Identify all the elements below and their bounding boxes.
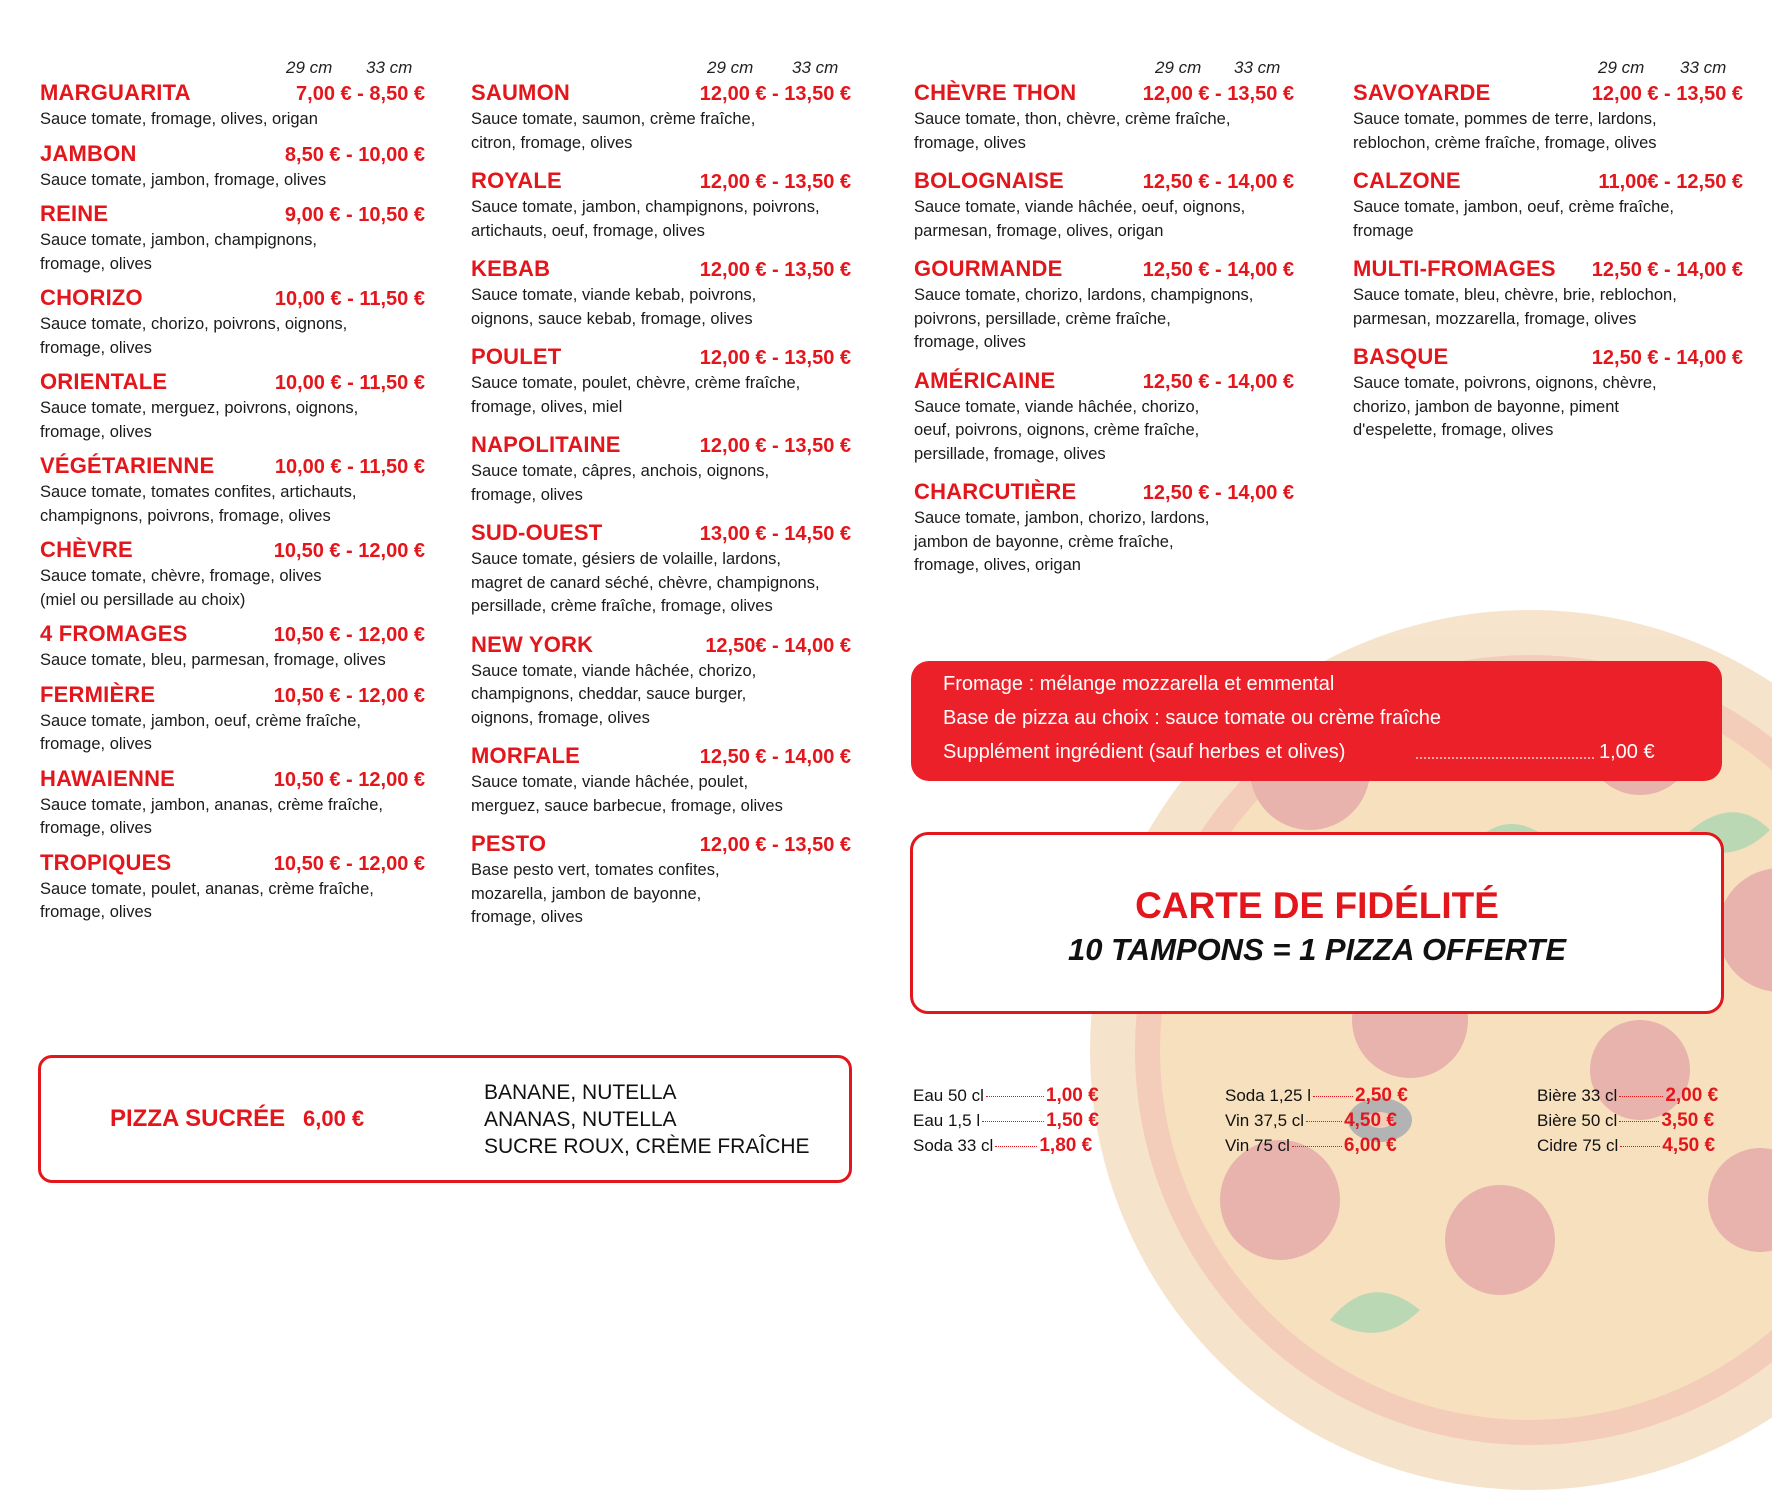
menu-item-price: 10,50 € - 12,00 € [273, 684, 425, 707]
menu-item [40, 682, 425, 757]
loyalty-card-box [910, 832, 1724, 1014]
menu-item-description: Sauce tomate, câpres, anchois, oignons, [471, 462, 770, 480]
menu-item-price: 10,50 € - 12,00 € [273, 624, 425, 646]
menu-item-name: MORFALE [471, 743, 580, 768]
menu-item-name: 4 FROMAGES [40, 621, 188, 646]
menu-item-name: AMÉRICAINE [914, 367, 1056, 393]
drink-name: Cidre 75 cl [1537, 1136, 1619, 1155]
menu-item-price: 9,00 € - 10,50 € [284, 204, 425, 226]
menu-item-description: oignons, sauce kebab, fromage, olives [471, 309, 753, 328]
menu-item [471, 80, 851, 155]
menu-item-name: KEBAB [471, 256, 551, 281]
drink-dot-leader [1619, 1121, 1659, 1122]
menu-item [40, 537, 425, 612]
menu-item [471, 831, 851, 930]
size-header [914, 58, 1294, 80]
menu-item-name: SAUMON [471, 80, 570, 105]
drink-price: 3,50 € [1661, 1110, 1715, 1131]
menu-item-description: persillade, fromage, olives [914, 444, 1106, 463]
menu-item-description: poivrons, persillade, crème fraîche, [914, 309, 1171, 328]
menu-item-description: Sauce tomate, jambon, champignons, [40, 231, 317, 249]
drink-name: Bière 33 cl [1537, 1086, 1618, 1105]
menu-item [471, 344, 851, 419]
drink-price: 4,50 € [1344, 1110, 1397, 1131]
menu-item-name: ROYALE [471, 168, 562, 193]
menu-item-description: Sauce tomate, thon, chèvre, crème fraîche, [914, 110, 1231, 128]
menu-item-header [1353, 344, 1743, 372]
menu-item-description: fromage, olives [40, 422, 152, 441]
menu-item-description: mozarella, jambon de bayonne, [471, 884, 702, 903]
menu-item-description: Sauce tomate, jambon, ananas, crème fraîche, [40, 795, 384, 814]
drink-price: 1,50 € [1046, 1110, 1099, 1131]
menu-item [40, 453, 425, 528]
menu-item-description: Base pesto vert, tomates confites, [471, 861, 720, 879]
menu-item-name: CHARCUTIÈRE [914, 479, 1077, 504]
menu-item [40, 850, 425, 925]
menu-item-description: Sauce tomate, chorizo, lardons, champignons, [914, 286, 1254, 304]
drink-name: Bière 50 cl [1537, 1111, 1618, 1130]
menu-item-description: Sauce tomate, viande hâchée, chorizo, [914, 397, 1200, 416]
menu-item-name: FERMIÈRE [40, 681, 156, 707]
menu-item [471, 168, 851, 243]
menu-item-header [471, 344, 851, 372]
menu-item-price: 8,50 € - 10,00 € [284, 143, 425, 166]
drink-row [913, 1085, 1099, 1110]
menu-item-name: HAWAIENNE [40, 765, 176, 791]
menu-item-name: VÉGÉTARIENNE [40, 453, 215, 478]
menu-item-header [914, 479, 1294, 507]
drink-row [1537, 1110, 1718, 1135]
menu-item [471, 632, 851, 731]
menu-item-header [914, 168, 1294, 196]
menu-item-header [40, 621, 425, 649]
info-supplement-price: 1,00 € [1599, 741, 1655, 763]
drink-price: 1,00 € [1045, 1085, 1099, 1106]
menu-item-price: 12,50 € - 14,00 € [1142, 482, 1294, 504]
menu-item-description: fromage, olives, miel [471, 397, 623, 416]
menu-item-name: MULTI-FROMAGES [1353, 256, 1556, 281]
menu-item-description: fromage, olives [40, 254, 152, 273]
menu-item-description: Sauce tomate, jambon, oeuf, crème fraîche, [40, 711, 362, 730]
menu-item [40, 80, 425, 132]
menu-item-price: 12,50 € - 14,00 € [1142, 370, 1294, 393]
menu-item-price: 10,50 € - 12,00 € [273, 852, 425, 875]
drink-row [1537, 1085, 1718, 1110]
drink-price: 1,80 € [1039, 1135, 1093, 1156]
size-small-label: 29 cm [286, 58, 333, 77]
drink-row [1225, 1135, 1408, 1160]
menu-item-name: CHORIZO [40, 285, 143, 310]
menu-item-description: fromage, olives [914, 333, 1026, 351]
menu-item-description: Sauce tomate, jambon, fromage, olives [40, 170, 327, 189]
menu-item [914, 80, 1294, 155]
menu-item [471, 743, 851, 818]
menu-item-description: Sauce tomate, chorizo, poivrons, oignons, [40, 315, 348, 333]
sweet-option: ANANAS, NUTELLA [484, 1108, 677, 1131]
menu-item-description: fromage, olives [40, 819, 152, 837]
menu-item-description: parmesan, mozzarella, fromage, olives [1353, 309, 1637, 328]
drink-price: 2,50 € [1355, 1085, 1408, 1106]
menu-item-header [914, 368, 1294, 396]
menu-item-description: Sauce tomate, tomates confites, artichauts, [40, 483, 357, 501]
drink-name: Eau 50 cl [913, 1086, 984, 1105]
info-supplement-line: Supplément ingrédient (sauf herbes et olives) [943, 741, 1346, 763]
menu-item-description: champignons, cheddar, sauce burger, [471, 685, 747, 703]
menu-item-description: fromage, olives [914, 133, 1026, 152]
menu-item-name: TROPIQUES [40, 849, 172, 875]
size-small-label: 29 cm [707, 58, 754, 77]
menu-item-name: NAPOLITAINE [471, 432, 621, 457]
menu-item-description: fromage, olives [471, 485, 583, 504]
size-large-label: 33 cm [792, 58, 839, 77]
menu-item-description: fromage [1353, 221, 1414, 240]
menu-item-description: parmesan, fromage, olives, origan [914, 221, 1164, 240]
menu-item-description: oeuf, poivrons, oignons, crème fraîche, [914, 421, 1200, 439]
menu-item-description: chorizo, jambon de bayonne, piment [1353, 397, 1619, 416]
menu-item-description: champignons, poivrons, fromage, olives [40, 506, 331, 525]
sweet-pizza-price: 6,00 € [303, 1106, 365, 1131]
size-large-label: 33 cm [1680, 58, 1727, 77]
menu-item-price: 12,50 € - 14,00 € [1142, 259, 1294, 281]
menu-item-header [1353, 256, 1743, 284]
menu-item [1353, 344, 1743, 443]
drink-dot-leader [982, 1121, 1044, 1122]
menu-item-header [40, 766, 425, 794]
drink-row [913, 1135, 1099, 1160]
menu-item-description: Sauce tomate, poulet, chèvre, crème fraîche, [471, 374, 801, 392]
menu-item-header [471, 80, 851, 108]
drink-dot-leader [1313, 1096, 1353, 1097]
menu-item-price: 12,00 € - 13,50 € [699, 171, 851, 193]
menu-item-header [40, 80, 425, 108]
menu-item-description: persillade, crème fraîche, fromage, olives [471, 597, 773, 615]
menu-item-price: 11,00€ - 12,50 € [1598, 171, 1743, 193]
menu-item [1353, 80, 1743, 155]
drink-price: 2,00 € [1665, 1085, 1719, 1106]
menu-item-header [40, 850, 425, 878]
drink-name: Soda 1,25 l [1225, 1086, 1312, 1105]
menu-item-header [914, 256, 1294, 284]
menu-item-price: 12,00 € - 13,50 € [699, 435, 851, 457]
menu-item [40, 141, 425, 193]
menu-item-name: BASQUE [1353, 344, 1449, 369]
menu-item-description: fromage, olives [471, 908, 583, 926]
info-base-line: Base de pizza au choix : sauce tomate ou crème fraîche [943, 707, 1442, 729]
menu-item-name: CALZONE [1353, 168, 1461, 193]
drink-name: Vin 37,5 cl [1225, 1111, 1305, 1130]
size-small-label: 29 cm [1598, 58, 1645, 77]
size-large-label: 33 cm [366, 58, 413, 77]
sweet-pizza-options [484, 1079, 810, 1160]
menu-item [40, 766, 425, 841]
menu-item-price: 13,00 € - 14,50 € [699, 523, 851, 545]
menu-item [471, 256, 851, 331]
info-cheese-line: Fromage : mélange mozzarella et emmental [943, 673, 1335, 695]
size-header [471, 58, 851, 80]
drinks-column-1 [913, 1085, 1099, 1160]
menu-item-name: SUD-OUEST [471, 520, 603, 545]
menu-item-description: merguez, sauce barbecue, fromage, olives [471, 796, 783, 815]
menu-item-price: 12,00 € - 13,50 € [1142, 83, 1294, 105]
menu-item-description: fromage, olives [40, 338, 152, 357]
menu-item-price: 12,50 € - 14,00 € [699, 746, 851, 768]
menu-item-header [40, 537, 425, 565]
drink-dot-leader [995, 1146, 1037, 1147]
menu-item-name: SAVOYARDE [1353, 80, 1491, 105]
menu-item [914, 256, 1294, 355]
menu-item-name: JAMBON [40, 140, 137, 166]
menu-item [1353, 168, 1743, 243]
menu-item-header [40, 453, 425, 481]
menu-item-description: fromage, olives [40, 903, 152, 921]
menu-item-name: REINE [40, 201, 109, 226]
drink-dot-leader [1292, 1146, 1342, 1147]
menu-item-price: 12,50€ - 14,00 € [705, 634, 851, 657]
menu-item-description: Sauce tomate, merguez, poivrons, oignons, [40, 399, 359, 417]
menu-item-name: PESTO [471, 831, 547, 856]
sweet-option: BANANE, NUTELLA [484, 1081, 677, 1104]
menu-item-price: 12,00 € - 13,50 € [699, 834, 851, 856]
menu-item [914, 168, 1294, 243]
menu-item [471, 520, 851, 619]
loyalty-title: CARTE DE FIDÉLITÉ [1135, 885, 1499, 926]
menu-item-name: POULET [471, 344, 562, 369]
drink-name: Eau 1,5 l [913, 1111, 981, 1130]
menu-item-header [471, 256, 851, 284]
menu-item-description: jambon de bayonne, crème fraîche, [914, 532, 1174, 551]
drinks-column-3 [1537, 1085, 1718, 1160]
menu-item [914, 479, 1294, 578]
menu-item-price: 10,00 € - 11,50 € [274, 456, 425, 478]
menu-item-name: BOLOGNAISE [914, 168, 1064, 193]
menu-item-header [40, 682, 425, 710]
menu-item-name: MARGUARITA [40, 80, 191, 105]
sweet-option: SUCRE ROUX, CRÈME FRAÎCHE [484, 1135, 810, 1158]
menu-item-header [471, 520, 851, 548]
drink-row [913, 1110, 1099, 1135]
menu-item-price: 12,00 € - 13,50 € [699, 259, 851, 281]
menu-item-description: fromage, olives, origan [914, 556, 1081, 574]
menu-item-header [914, 80, 1294, 108]
loyalty-subtitle: 10 TAMPONS = 1 PIZZA OFFERTE [1067, 932, 1567, 967]
menu-item-header [471, 432, 851, 460]
menu-item-description: magret de canard séché, chèvre, champignons, [471, 573, 820, 592]
menu-item-name: CHÈVRE THON [914, 80, 1077, 105]
menu-item-price: 10,50 € - 12,00 € [273, 540, 425, 562]
drink-price: 6,00 € [1343, 1135, 1397, 1156]
menu-item-description: Sauce tomate, fromage, olives, origan [40, 110, 318, 128]
menu-item-description: d'espelette, fromage, olives [1353, 421, 1554, 439]
menu-item-description: Sauce tomate, bleu, chèvre, brie, reblochon, [1353, 286, 1677, 304]
menu-item-header [1353, 80, 1743, 108]
menu-column-1 [40, 58, 425, 934]
menu-column-2 [471, 58, 851, 943]
menu-item-price: 12,00 € - 13,50 € [699, 83, 851, 105]
menu-item-price: 12,50 € - 14,00 € [1591, 259, 1743, 281]
drinks-column-2 [1225, 1085, 1408, 1160]
menu-item-description: Sauce tomate, viande kebab, poivrons, [471, 286, 757, 304]
menu-item-header [471, 632, 851, 660]
menu-item-header [471, 831, 851, 859]
menu-item-description: Sauce tomate, chèvre, fromage, olives [40, 567, 322, 585]
menu-item-description: Sauce tomate, saumon, crème fraîche, [471, 110, 756, 128]
menu-item-description: Sauce tomate, jambon, chorizo, lardons, [914, 509, 1210, 527]
menu-item-description: reblochon, crème fraîche, fromage, olives [1353, 133, 1657, 152]
menu-item-description: Sauce tomate, bleu, parmesan, fromage, olives [40, 651, 386, 669]
drink-price: 4,50 € [1662, 1135, 1716, 1156]
menu-item-description: citron, fromage, olives [471, 133, 633, 152]
menu-item-description: Sauce tomate, jambon, oeuf, crème fraîche, [1353, 198, 1675, 216]
menu-item [40, 369, 425, 444]
info-dot-leader [1416, 757, 1594, 759]
menu-item-name: CHÈVRE [40, 537, 133, 562]
size-small-label: 29 cm [1155, 58, 1202, 77]
menu-item [40, 285, 425, 360]
drink-row [1225, 1085, 1408, 1110]
menu-item-description: fromage, olives [40, 735, 152, 753]
menu-item-price: 12,00 € - 13,50 € [699, 347, 851, 369]
drink-name: Vin 75 cl [1225, 1136, 1290, 1155]
menu-item-price: 12,50 € - 14,00 € [1591, 347, 1743, 369]
menu-item [40, 201, 425, 276]
drink-row [1537, 1135, 1718, 1160]
menu-item-description: Sauce tomate, poivrons, oignons, chèvre, [1353, 374, 1657, 392]
drink-row [1225, 1110, 1408, 1135]
menu-item-name: ORIENTALE [40, 369, 168, 394]
menu-item-description: Sauce tomate, poulet, ananas, crème fraîche, [40, 879, 374, 898]
drink-dot-leader [1620, 1146, 1660, 1147]
menu-item-header [471, 743, 851, 771]
menu-item-header [40, 141, 425, 169]
menu-item-price: 10,00 € - 11,50 € [274, 372, 425, 394]
menu-item-header [40, 201, 425, 229]
menu-item [914, 368, 1294, 467]
sweet-pizza-box [38, 1055, 852, 1183]
sweet-pizza-label: PIZZA SUCRÉE [110, 1105, 286, 1132]
drink-dot-leader [1306, 1121, 1342, 1122]
menu-item-description: Sauce tomate, gésiers de volaille, lardons, [471, 550, 782, 568]
menu-column-3 [914, 58, 1294, 591]
menu-item-price: 10,00 € - 11,50 € [274, 288, 425, 310]
menu-item-price: 10,50 € - 12,00 € [273, 768, 425, 791]
size-large-label: 33 cm [1234, 58, 1281, 77]
menu-item [471, 432, 851, 507]
menu-item-name: GOURMANDE [914, 256, 1063, 281]
menu-column-4 [1353, 58, 1743, 456]
menu-item-header [471, 168, 851, 196]
menu-item-header [40, 285, 425, 313]
menu-item-description: Sauce tomate, viande hâchée, chorizo, [471, 661, 757, 680]
menu-item-description: artichauts, oeuf, fromage, olives [471, 221, 705, 240]
menu-item [40, 621, 425, 673]
menu-item-price: 7,00 € - 8,50 € [296, 83, 425, 105]
drink-dot-leader [986, 1096, 1044, 1097]
menu-item-price: 12,00 € - 13,50 € [1591, 83, 1743, 105]
menu-item-description: Sauce tomate, pommes de terre, lardons, [1353, 110, 1657, 128]
menu-item-description: Sauce tomate, viande hâchée, oeuf, oignons, [914, 198, 1246, 216]
menu-item-description: oignons, fromage, olives [471, 708, 650, 727]
menu-item-header [1353, 168, 1743, 196]
info-box [911, 661, 1722, 781]
size-header [40, 58, 425, 80]
menu-item-name: NEW YORK [471, 631, 594, 657]
menu-item-description: (miel ou persillade au choix) [40, 590, 246, 609]
menu-item-description: Sauce tomate, jambon, champignons, poivrons, [471, 198, 820, 216]
size-header [1353, 58, 1743, 80]
drink-name: Soda 33 cl [913, 1136, 994, 1155]
menu-item [1353, 256, 1743, 331]
menu-item-header [40, 369, 425, 397]
drink-dot-leader [1619, 1096, 1663, 1097]
menu-item-price: 12,50 € - 14,00 € [1142, 171, 1294, 193]
menu-item-description: Sauce tomate, viande hâchée, poulet, [471, 773, 749, 791]
